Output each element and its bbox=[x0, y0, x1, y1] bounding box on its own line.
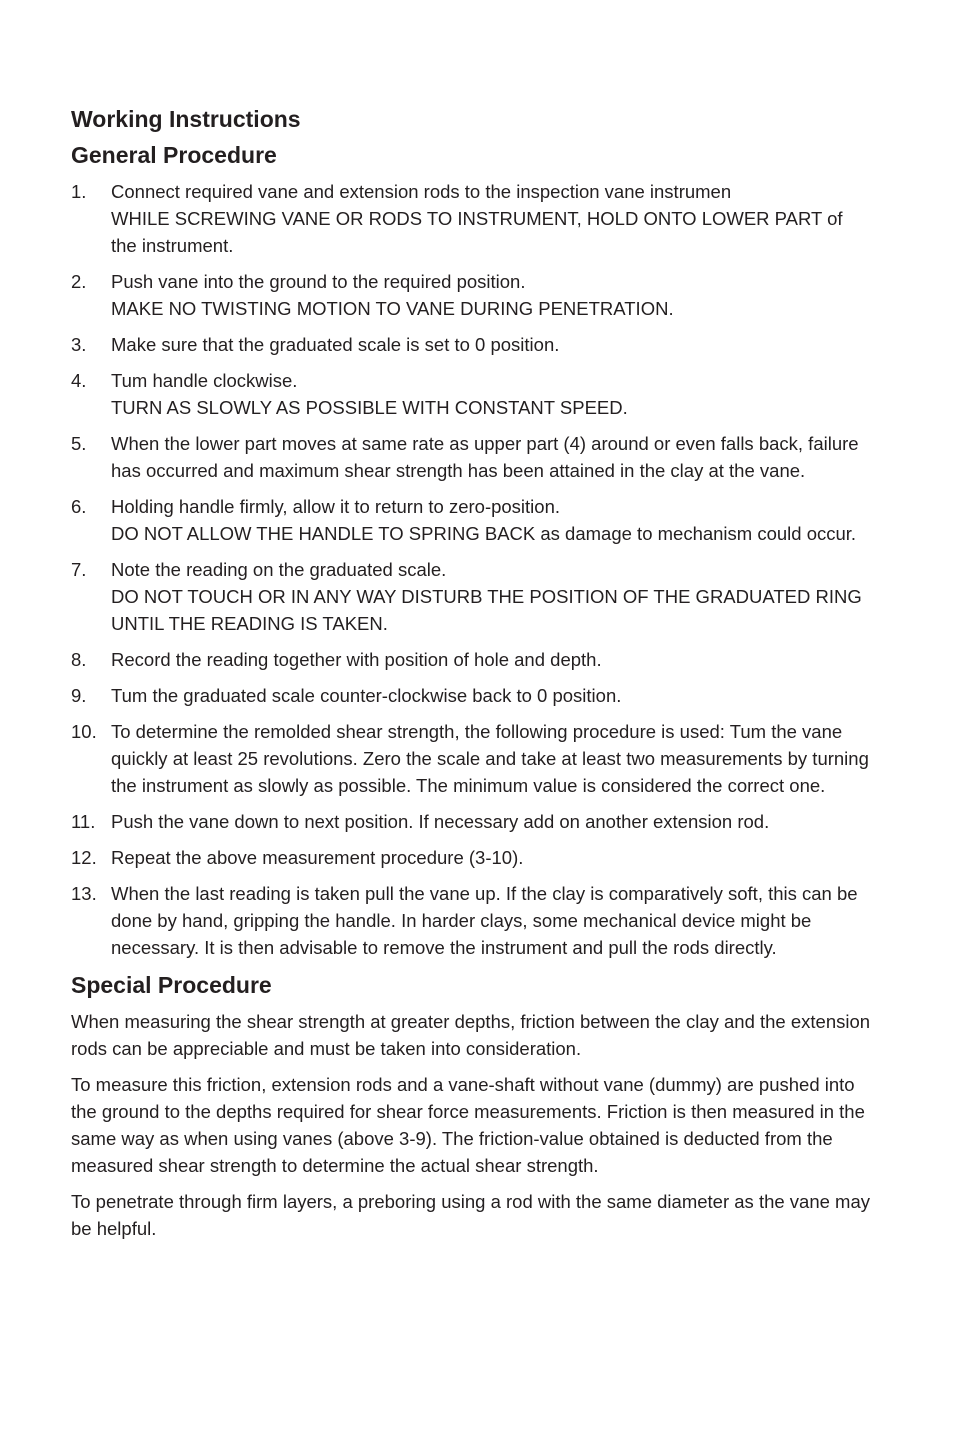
step-caution-text: DO NOT TOUCH OR IN ANY WAY DISTURB THE POSITION OF THE GRADUATED RING UNTIL THE READING IS TAKEN. bbox=[111, 586, 862, 634]
general-procedure-heading: General Procedure bbox=[71, 142, 277, 168]
step-text: When the last reading is taken pull the vane up. If the clay is comparatively soft, this can be done by hand, gripping the handle. In harder clays, some mechanical device might be necessary. It is then advisable to remove the instrument and pull the rods directly. bbox=[111, 883, 858, 958]
step-number: 12. bbox=[71, 847, 97, 868]
step-number: 6. bbox=[71, 496, 87, 517]
step-number: 2. bbox=[71, 271, 87, 292]
step-text: Note the reading on the graduated scale. bbox=[111, 559, 447, 580]
step-caution-text: TURN AS SLOWLY AS POSSIBLE WITH CONSTANT SPEED. bbox=[111, 397, 628, 418]
special-paragraph: To penetrate through firm layers, a preboring using a rod with the same diameter as the vane may be helpful. bbox=[71, 1191, 871, 1239]
step-text: Tum handle clockwise. bbox=[111, 370, 298, 391]
step-text: Tum the graduated scale counter-clockwise back to 0 position. bbox=[111, 685, 622, 706]
step-number: 1. bbox=[71, 181, 87, 202]
step-item bbox=[71, 178, 871, 259]
step-item bbox=[71, 880, 871, 961]
procedure-steps-list bbox=[71, 178, 871, 961]
step-number: 7. bbox=[71, 559, 87, 580]
step-item bbox=[71, 268, 871, 322]
step-text: Push the vane down to next position. If necessary add on another extension rod. bbox=[111, 811, 770, 832]
step-number: 10. bbox=[71, 721, 97, 742]
document-page bbox=[71, 104, 871, 1251]
step-caution-text: MAKE NO TWISTING MOTION TO VANE DURING PENETRATION. bbox=[111, 298, 674, 319]
step-item bbox=[71, 646, 871, 673]
step-text: When the lower part moves at same rate as upper part (4) around or even falls back, failure has occurred and maximum shear strength has been attained in the clay at the vane. bbox=[111, 433, 859, 481]
step-caution-text: WHILE SCREWING VANE OR RODS TO INSTRUMENT, HOLD ONTO LOWER PART of the instrument. bbox=[111, 208, 843, 256]
step-item bbox=[71, 682, 871, 709]
step-item bbox=[71, 844, 871, 871]
step-item bbox=[71, 556, 871, 637]
step-item bbox=[71, 718, 871, 799]
step-number: 11. bbox=[71, 811, 96, 832]
step-item bbox=[71, 367, 871, 421]
step-number: 8. bbox=[71, 649, 87, 670]
step-text: Repeat the above measurement procedure (3-10). bbox=[111, 847, 524, 868]
step-caution-text: DO NOT ALLOW THE HANDLE TO SPRING BACK as damage to mechanism could occur. bbox=[111, 523, 857, 544]
step-text: To determine the remolded shear strength, the following procedure is used: Tum the vane quickly at least 25 revolutions. Zero the scale and take at least two measurements by turning the instrument as slowly as possible. The minimum value is considered the correct one. bbox=[111, 721, 869, 796]
step-text: Make sure that the graduated scale is set to 0 position. bbox=[111, 334, 560, 355]
step-number: 5. bbox=[71, 433, 87, 454]
step-item bbox=[71, 808, 871, 835]
section-title: Working Instructions bbox=[71, 106, 301, 132]
special-procedure-heading: Special Procedure bbox=[71, 972, 272, 998]
special-paragraph: To measure this friction, extension rods and a vane-shaft without vane (dummy) are pushed into the ground to the depths required for shear force measurements. Friction is then measured in the same way as when using vanes (above 3-9). The friction-value obtained is deducted from the measured shear strength to determine the actual shear strength. bbox=[71, 1074, 865, 1176]
step-item bbox=[71, 430, 871, 484]
special-paragraph: When measuring the shear strength at greater depths, friction between the clay and the extension rods can be appreciable and must be taken into consideration. bbox=[71, 1011, 871, 1059]
step-text: Connect required vane and extension rods to the inspection vane instrumen bbox=[111, 181, 732, 202]
step-number: 3. bbox=[71, 334, 87, 355]
step-number: 13. bbox=[71, 883, 97, 904]
step-number: 9. bbox=[71, 685, 87, 706]
step-text: Push vane into the ground to the required position. bbox=[111, 271, 526, 292]
step-item bbox=[71, 493, 871, 547]
step-text: Record the reading together with position of hole and depth. bbox=[111, 649, 602, 670]
step-text: Holding handle firmly, allow it to return to zero-position. bbox=[111, 496, 561, 517]
step-number: 4. bbox=[71, 370, 87, 391]
step-item bbox=[71, 331, 871, 358]
